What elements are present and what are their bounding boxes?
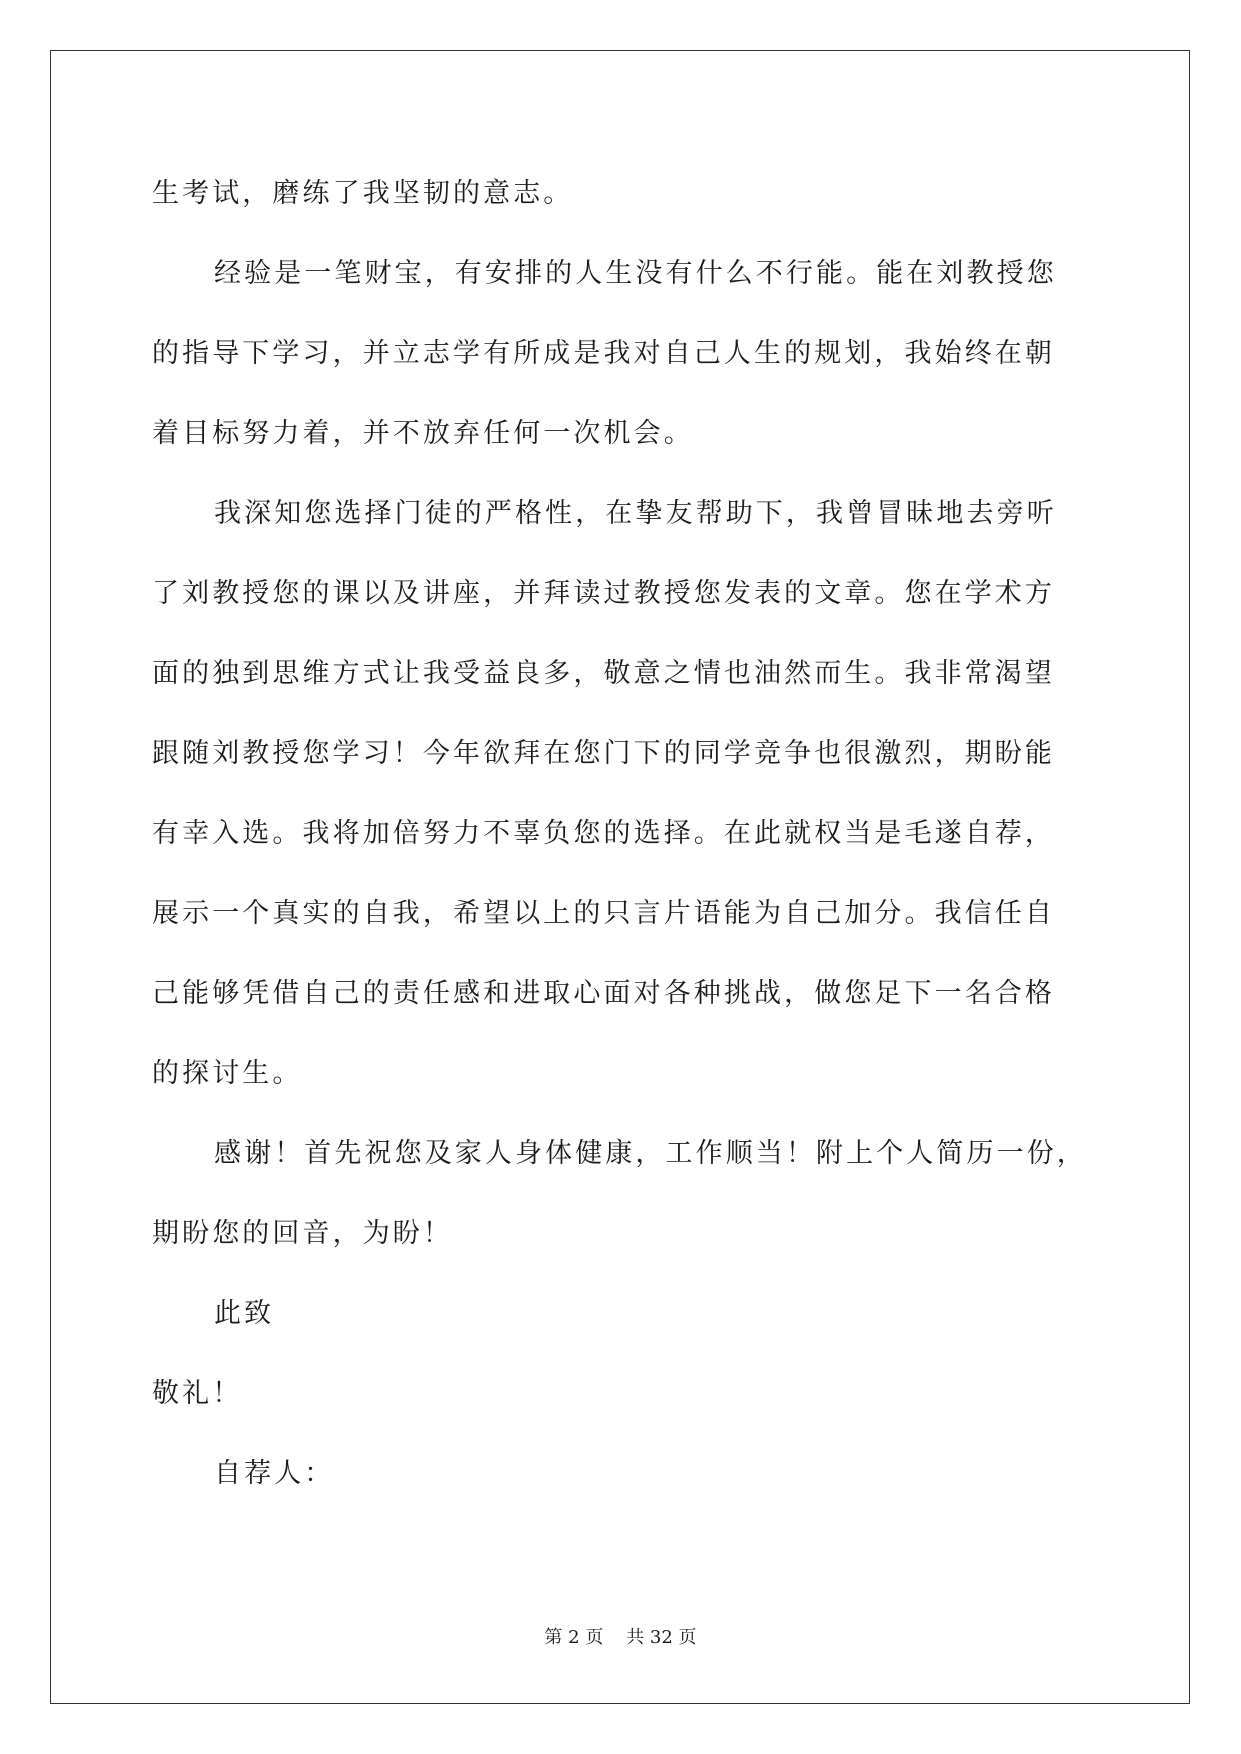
body-line-11: 己能够凭借自己的责任感和进取心面对各种挑战，做您足下一名合格 [152, 978, 1055, 1009]
body-line-1: 生考试，磨练了我坚韧的意志。 [152, 178, 574, 209]
body-line-8: 跟随刘教授您学习！今年欲拜在您门下的同学竞争也很激烈，期盼能 [152, 738, 1055, 769]
signature-label: 自荐人： [214, 1458, 335, 1489]
body-line-4: 着目标努力着，并不放弃任何一次机会。 [152, 418, 694, 449]
body-line-13: 感谢！首先祝您及家人身体健康，工作顺当！附上个人简历一份， [214, 1138, 1087, 1169]
body-line-9: 有幸入选。我将加倍努力不辜负您的选择。在此就权当是毛遂自荐， [152, 818, 1055, 849]
body-line-6: 了刘教授您的课以及讲座，并拜读过教授您发表的文章。您在学术方 [152, 578, 1055, 609]
page-number-footer: 第 2 页 共 32 页 [544, 1627, 697, 1648]
body-line-3: 的指导下学习，并立志学有所成是我对自己人生的规划，我始终在朝 [152, 338, 1055, 369]
body-line-14: 期盼您的回音，为盼！ [152, 1218, 453, 1249]
body-line-10: 展示一个真实的自我，希望以上的只言片语能为自己加分。我信任自 [152, 898, 1055, 929]
closing-cizhi: 此致 [214, 1298, 275, 1329]
body-line-2: 经验是一笔财宝，有安排的人生没有什么不行能。能在刘教授您 [214, 258, 1057, 289]
body-line-7: 面的独到思维方式让我受益良多，敬意之情也油然而生。我非常渴望 [152, 658, 1055, 689]
closing-jingli: 敬礼！ [152, 1378, 243, 1409]
body-line-5: 我深知您选择门徒的严格性，在挚友帮助下，我曾冒昧地去旁听 [214, 498, 1057, 529]
body-line-12: 的探讨生。 [152, 1058, 303, 1089]
